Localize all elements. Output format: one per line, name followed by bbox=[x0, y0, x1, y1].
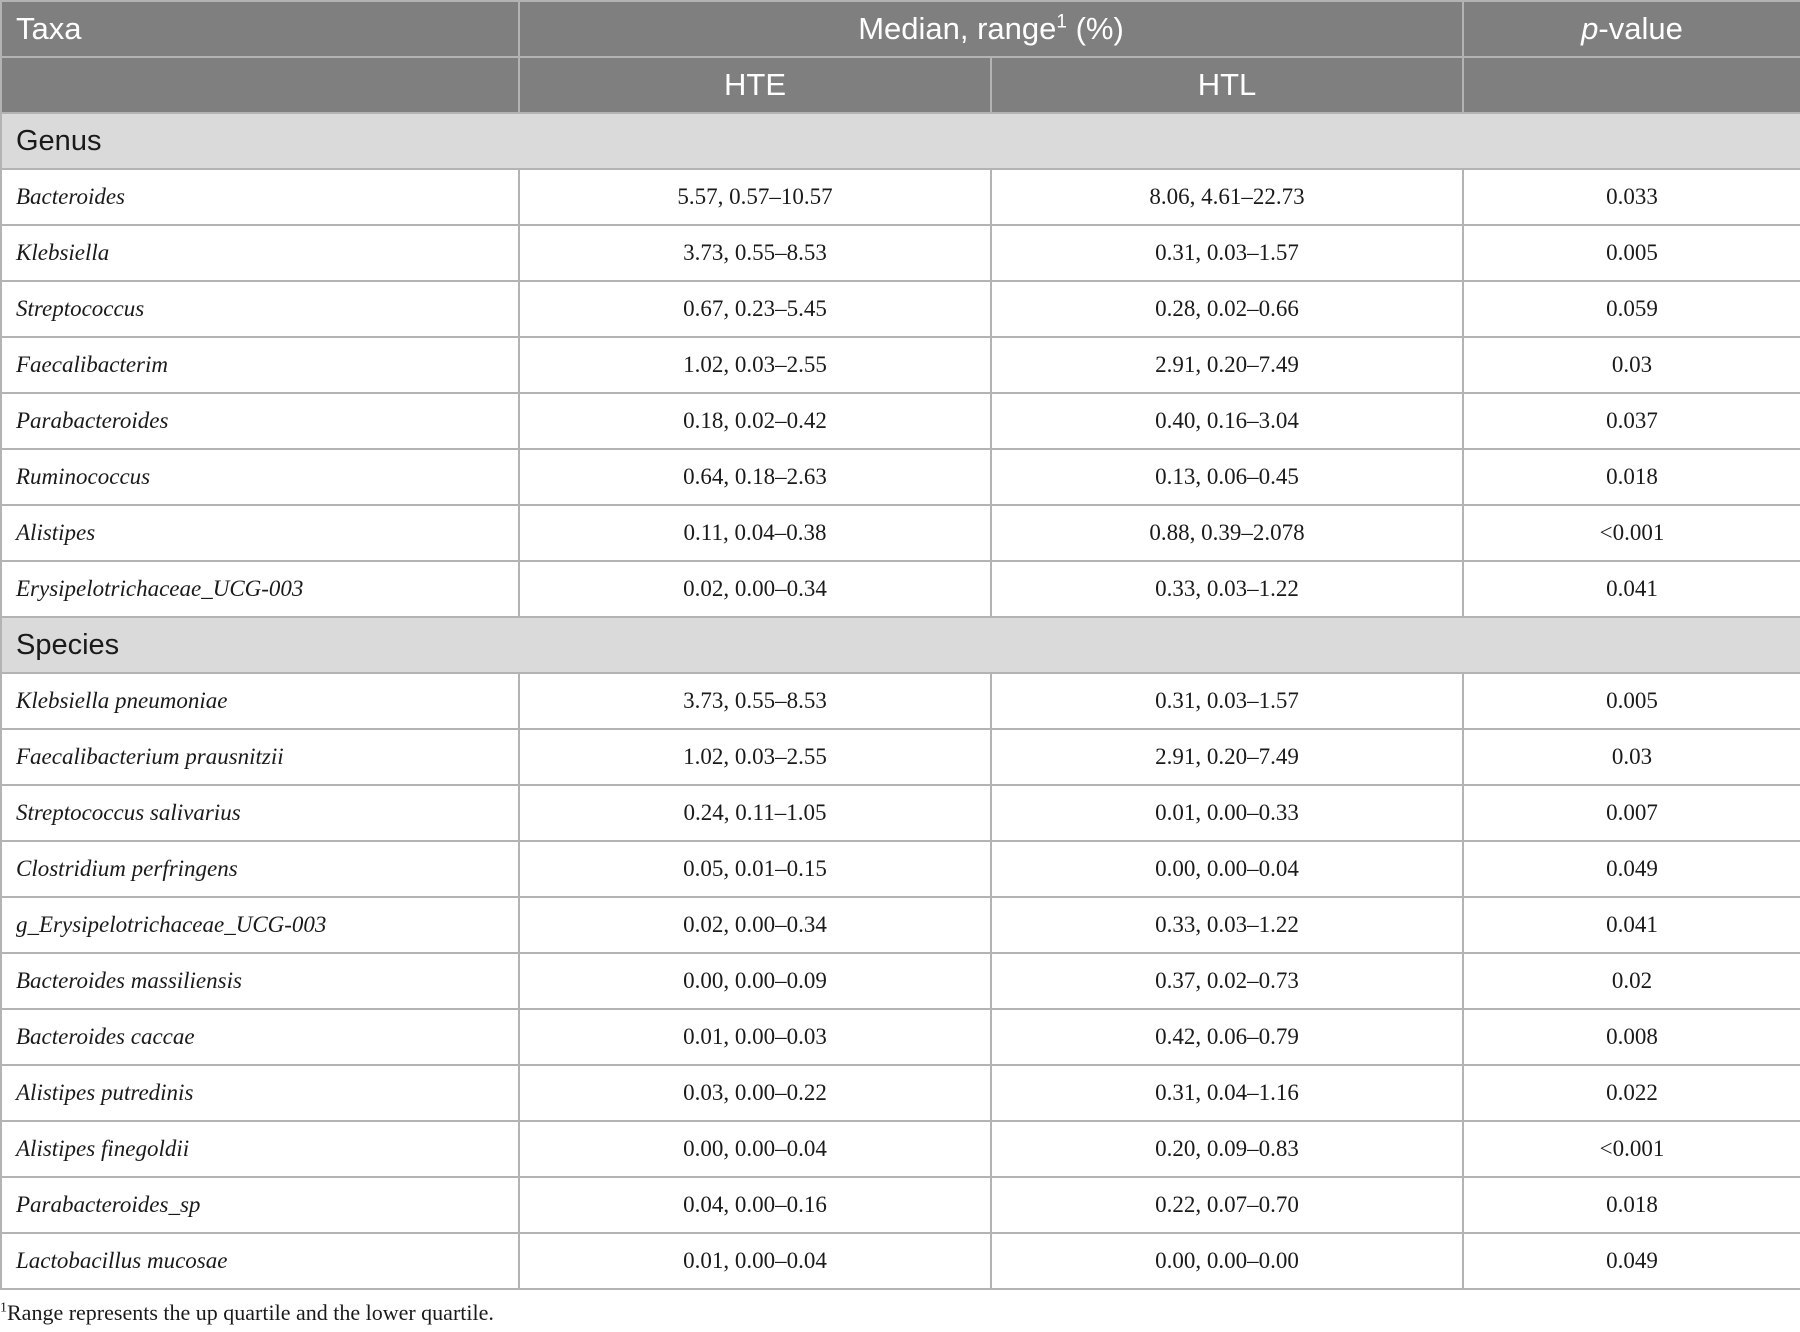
hte-cell: 3.73, 0.55–8.53 bbox=[519, 673, 991, 729]
table-header bbox=[1, 1, 1800, 113]
htl-cell: 8.06, 4.61–22.73 bbox=[991, 169, 1463, 225]
taxon-cell: Bacteroides bbox=[1, 169, 519, 225]
table-body bbox=[1, 113, 1800, 1289]
hte-cell: 0.00, 0.00–0.04 bbox=[519, 1121, 991, 1177]
htl-cell: 0.37, 0.02–0.73 bbox=[991, 953, 1463, 1009]
table-row bbox=[1, 505, 1800, 561]
header-row-1 bbox=[1, 1, 1800, 57]
header-pvalue-rest: -value bbox=[1598, 11, 1683, 46]
header-pvalue-p: p bbox=[1581, 11, 1599, 46]
pvalue-cell: 0.033 bbox=[1463, 169, 1800, 225]
taxon-cell: Klebsiella pneumoniae bbox=[1, 673, 519, 729]
hte-cell: 5.57, 0.57–10.57 bbox=[519, 169, 991, 225]
section-row-genus bbox=[1, 113, 1800, 169]
pvalue-cell: 0.018 bbox=[1463, 1177, 1800, 1233]
table-row bbox=[1, 1065, 1800, 1121]
header-blank-taxa bbox=[1, 57, 519, 113]
pvalue-cell: 0.008 bbox=[1463, 1009, 1800, 1065]
header-blank-pvalue bbox=[1463, 57, 1800, 113]
header-hte: HTE bbox=[519, 57, 991, 113]
hte-cell: 0.00, 0.00–0.09 bbox=[519, 953, 991, 1009]
taxon-cell: Alistipes finegoldii bbox=[1, 1121, 519, 1177]
hte-cell: 0.11, 0.04–0.38 bbox=[519, 505, 991, 561]
taxon-cell: Faecalibacterim bbox=[1, 337, 519, 393]
pvalue-cell: <0.001 bbox=[1463, 1121, 1800, 1177]
taxon-cell: Klebsiella bbox=[1, 225, 519, 281]
header-pvalue bbox=[1463, 1, 1800, 57]
hte-cell: 1.02, 0.03–2.55 bbox=[519, 729, 991, 785]
pvalue-cell: 0.018 bbox=[1463, 449, 1800, 505]
htl-cell: 0.00, 0.00–0.04 bbox=[991, 841, 1463, 897]
table-row bbox=[1, 393, 1800, 449]
taxon-cell: Faecalibacterium prausnitzii bbox=[1, 729, 519, 785]
pvalue-cell: 0.007 bbox=[1463, 785, 1800, 841]
header-htl: HTL bbox=[991, 57, 1463, 113]
hte-cell: 0.02, 0.00–0.34 bbox=[519, 897, 991, 953]
htl-cell: 0.20, 0.09–0.83 bbox=[991, 1121, 1463, 1177]
section-title: Genus bbox=[1, 113, 1800, 169]
taxon-cell: Streptococcus salivarius bbox=[1, 785, 519, 841]
pvalue-cell: 0.02 bbox=[1463, 953, 1800, 1009]
section-title: Species bbox=[1, 617, 1800, 673]
htl-cell: 0.31, 0.03–1.57 bbox=[991, 673, 1463, 729]
taxon-cell: Ruminococcus bbox=[1, 449, 519, 505]
pvalue-cell: 0.022 bbox=[1463, 1065, 1800, 1121]
table-row bbox=[1, 1233, 1800, 1289]
pvalue-cell: 0.049 bbox=[1463, 841, 1800, 897]
htl-cell: 0.00, 0.00–0.00 bbox=[991, 1233, 1463, 1289]
taxon-cell: Streptococcus bbox=[1, 281, 519, 337]
pvalue-cell: 0.03 bbox=[1463, 729, 1800, 785]
htl-cell: 2.91, 0.20–7.49 bbox=[991, 729, 1463, 785]
pvalue-cell: 0.03 bbox=[1463, 337, 1800, 393]
table-row bbox=[1, 281, 1800, 337]
section-row-species bbox=[1, 617, 1800, 673]
hte-cell: 0.64, 0.18–2.63 bbox=[519, 449, 991, 505]
hte-cell: 0.18, 0.02–0.42 bbox=[519, 393, 991, 449]
pvalue-cell: 0.041 bbox=[1463, 897, 1800, 953]
taxon-cell: Bacteroides massiliensis bbox=[1, 953, 519, 1009]
taxon-cell: Bacteroides caccae bbox=[1, 1009, 519, 1065]
htl-cell: 0.22, 0.07–0.70 bbox=[991, 1177, 1463, 1233]
htl-cell: 0.31, 0.04–1.16 bbox=[991, 1065, 1463, 1121]
htl-cell: 0.31, 0.03–1.57 bbox=[991, 225, 1463, 281]
table-row bbox=[1, 225, 1800, 281]
taxon-cell: Parabacteroides bbox=[1, 393, 519, 449]
hte-cell: 0.05, 0.01–0.15 bbox=[519, 841, 991, 897]
hte-cell: 1.02, 0.03–2.55 bbox=[519, 337, 991, 393]
table-row bbox=[1, 897, 1800, 953]
pvalue-cell: 0.041 bbox=[1463, 561, 1800, 617]
hte-cell: 3.73, 0.55–8.53 bbox=[519, 225, 991, 281]
table-row bbox=[1, 953, 1800, 1009]
pvalue-cell: 0.037 bbox=[1463, 393, 1800, 449]
hte-cell: 0.01, 0.00–0.04 bbox=[519, 1233, 991, 1289]
taxon-cell: Clostridium perfringens bbox=[1, 841, 519, 897]
pvalue-cell: 0.005 bbox=[1463, 225, 1800, 281]
pvalue-cell: 0.059 bbox=[1463, 281, 1800, 337]
htl-cell: 0.42, 0.06–0.79 bbox=[991, 1009, 1463, 1065]
htl-cell: 0.13, 0.06–0.45 bbox=[991, 449, 1463, 505]
taxon-cell: Alistipes bbox=[1, 505, 519, 561]
taxon-cell: Parabacteroides_sp bbox=[1, 1177, 519, 1233]
table-row bbox=[1, 1009, 1800, 1065]
hte-cell: 0.04, 0.00–0.16 bbox=[519, 1177, 991, 1233]
hte-cell: 0.24, 0.11–1.05 bbox=[519, 785, 991, 841]
hte-cell: 0.67, 0.23–5.45 bbox=[519, 281, 991, 337]
pvalue-cell: 0.005 bbox=[1463, 673, 1800, 729]
htl-cell: 0.88, 0.39–2.078 bbox=[991, 505, 1463, 561]
table-row bbox=[1, 841, 1800, 897]
table-row bbox=[1, 729, 1800, 785]
pvalue-cell: <0.001 bbox=[1463, 505, 1800, 561]
htl-cell: 0.01, 0.00–0.33 bbox=[991, 785, 1463, 841]
pvalue-cell: 0.049 bbox=[1463, 1233, 1800, 1289]
htl-cell: 2.91, 0.20–7.49 bbox=[991, 337, 1463, 393]
header-median-range bbox=[519, 1, 1463, 57]
table-row bbox=[1, 785, 1800, 841]
taxon-cell: g_Erysipelotrichaceae_UCG-003 bbox=[1, 897, 519, 953]
table-row bbox=[1, 1177, 1800, 1233]
htl-cell: 0.40, 0.16–3.04 bbox=[991, 393, 1463, 449]
taxon-cell: Alistipes putredinis bbox=[1, 1065, 519, 1121]
footnote-marker: 1 bbox=[0, 1300, 7, 1316]
table-row bbox=[1, 673, 1800, 729]
htl-cell: 0.28, 0.02–0.66 bbox=[991, 281, 1463, 337]
header-median-range-label: Median, range bbox=[858, 11, 1057, 46]
hte-cell: 0.02, 0.00–0.34 bbox=[519, 561, 991, 617]
table-row bbox=[1, 169, 1800, 225]
header-median-range-unit: (%) bbox=[1066, 11, 1124, 46]
htl-cell: 0.33, 0.03–1.22 bbox=[991, 561, 1463, 617]
header-taxa: Taxa bbox=[1, 1, 519, 57]
table-row bbox=[1, 1121, 1800, 1177]
table-row bbox=[1, 449, 1800, 505]
header-row-2 bbox=[1, 57, 1800, 113]
htl-cell: 0.33, 0.03–1.22 bbox=[991, 897, 1463, 953]
hte-cell: 0.01, 0.00–0.03 bbox=[519, 1009, 991, 1065]
hte-cell: 0.03, 0.00–0.22 bbox=[519, 1065, 991, 1121]
header-footnote-marker: 1 bbox=[1056, 11, 1067, 33]
table-footnote bbox=[0, 1300, 494, 1326]
footnote-text: Range represents the up quartile and the lower quartile. bbox=[7, 1300, 494, 1325]
table-row bbox=[1, 337, 1800, 393]
table-row bbox=[1, 561, 1800, 617]
taxon-cell: Lactobacillus mucosae bbox=[1, 1233, 519, 1289]
taxon-cell: Erysipelotrichaceae_UCG-003 bbox=[1, 561, 519, 617]
